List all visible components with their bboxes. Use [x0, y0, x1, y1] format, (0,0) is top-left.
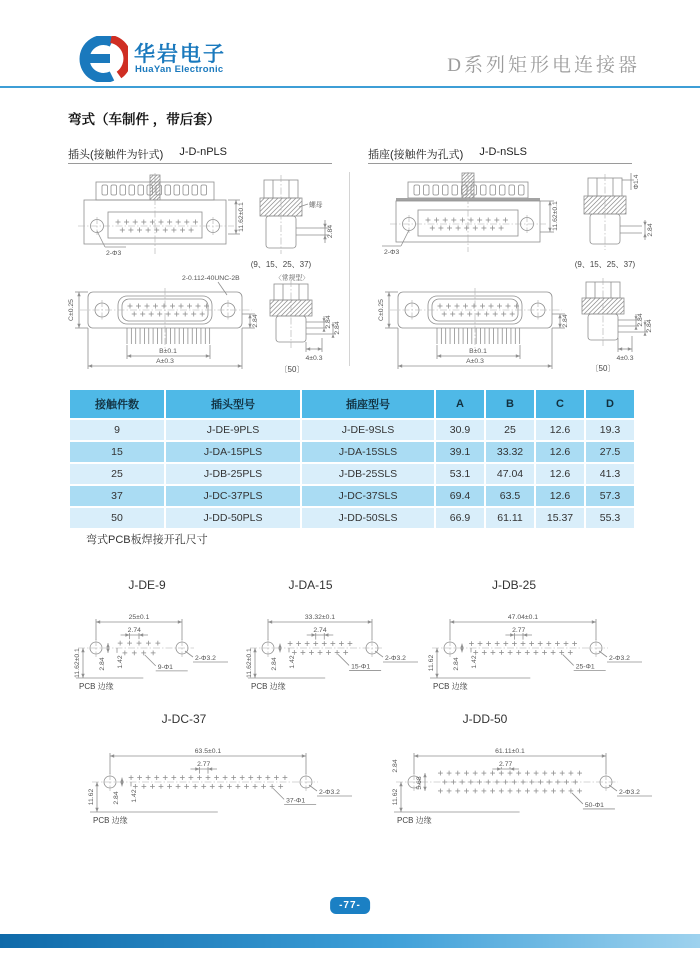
socket-section-label: 插座(接触件为孔式)	[368, 149, 464, 161]
pcb-dim-label: 11.62±0.1	[246, 648, 253, 678]
pcb-dim-label: 2.74	[313, 627, 327, 634]
pcb-dim-label: 2-Φ3.2	[319, 789, 340, 796]
dim-label: 2-Φ3	[384, 249, 400, 256]
pcb-dim-label: 2.84	[453, 657, 460, 671]
table-cell: J-DC-37SLS	[301, 485, 435, 507]
section-title: 弯式（车制件 ，带后套）	[68, 112, 221, 127]
dim-label: A±0.3	[156, 358, 174, 365]
pcb-dim-label: 2-Φ3.2	[609, 655, 630, 662]
header-rule	[0, 86, 700, 88]
table-cell: 41.3	[585, 463, 635, 485]
table-cell: 12.6	[535, 485, 585, 507]
table-cell: 69.4	[435, 485, 485, 507]
pcb-dim-label: 47.04±0.1	[507, 614, 539, 621]
plug-underline	[68, 163, 332, 164]
variant-caption: 〔50〕	[590, 364, 616, 373]
pcb-dim-label: 50-Φ1	[584, 801, 604, 809]
column-header: 插座型号	[301, 389, 435, 419]
table-cell: J-DD-50PLS	[165, 507, 301, 529]
pcb-dim-label: 11.62	[88, 788, 95, 806]
dim-label: 2.84	[647, 223, 654, 237]
dim-label: 2.84	[637, 313, 644, 327]
variant-caption: (9、15、25、37)	[574, 260, 636, 269]
dim-label: 4±0.3	[305, 355, 323, 362]
table-cell: J-DA-15PLS	[165, 441, 301, 463]
pcb-dim-label: 2.74	[127, 627, 141, 634]
table-cell: 50	[69, 507, 165, 529]
dim-label: 2-Φ3	[106, 250, 122, 257]
dim-label: A±0.3	[466, 358, 484, 365]
pcb-dim-label: 2-Φ3.2	[385, 655, 406, 662]
table-cell: 63.5	[485, 485, 535, 507]
table-cell: 55.3	[585, 507, 635, 529]
pcb-dim-label: PCB 边缘	[433, 682, 468, 691]
pcb-diagram-dd50	[390, 730, 680, 835]
pcb-diagram-da15	[238, 598, 428, 698]
dim-label: 2.84	[252, 314, 259, 328]
pcb-dim-label: 1.42	[117, 655, 124, 669]
table-cell: 57.3	[585, 485, 635, 507]
pin-marks	[132, 312, 205, 317]
table-cell: J-DB-25PLS	[165, 463, 301, 485]
plug-section-label: 插头(接触件为针式)	[68, 149, 164, 161]
dim-label: B±0.1	[159, 348, 177, 355]
pcb-dim-label: PCB 边缘	[251, 682, 286, 691]
pcb-dim-label: PCB 边缘	[79, 682, 114, 691]
solder-tails	[437, 328, 520, 344]
pcb-dim-label: 2-Φ3.2	[195, 655, 216, 662]
table-cell: J-DE-9PLS	[165, 419, 301, 441]
table-cell: 12.6	[535, 463, 585, 485]
pcb-dim-label: 2.84	[392, 759, 399, 773]
pcb-dim-label: 11.62±0.1	[74, 648, 81, 678]
pcb-dim-label: 33.32±0.1	[304, 614, 336, 621]
table-row	[69, 463, 635, 485]
pcb-dim-label: 11.62	[428, 654, 435, 672]
logo-text-en: HuaYan Electronic	[135, 64, 224, 75]
table-cell: 25	[69, 463, 165, 485]
socket-underline	[368, 163, 632, 164]
table-cell: 33.32	[485, 441, 535, 463]
pcb-dim-label: 1.42	[289, 655, 296, 669]
socket-model: J-D-nSLS	[479, 146, 528, 158]
table-cell: 15.37	[535, 507, 585, 529]
pcb-dim-label: 2.84	[271, 657, 278, 671]
table-cell: 66.9	[435, 507, 485, 529]
table-cell: 61.11	[485, 507, 535, 529]
dim-label: 2.84	[325, 315, 332, 329]
pcb-dim-label: 37-Φ1	[286, 797, 306, 805]
pcb-dim-label: PCB 边缘	[397, 816, 432, 825]
pcb-dim-label: 61.11±0.1	[495, 748, 525, 755]
pcb-dim-label: 2.77	[512, 627, 526, 634]
pcb-dim-label: 15-Φ1	[351, 663, 371, 671]
pcb-dim-label: 2.77	[197, 761, 211, 768]
dim-label: 2.84	[327, 224, 334, 239]
footer-bar	[0, 934, 700, 948]
drawing-socket-top-view	[362, 170, 692, 270]
table-cell: 37	[69, 485, 165, 507]
table-cell: J-DD-50SLS	[301, 507, 435, 529]
column-header: C	[535, 389, 585, 419]
table-cell: 47.04	[485, 463, 535, 485]
table-cell: 15	[69, 441, 165, 463]
solder-tails	[127, 328, 210, 344]
pin-marks	[120, 228, 194, 233]
pin-marks	[128, 304, 210, 309]
pcb-dim-label: 25-Φ1	[575, 663, 595, 671]
pcb-diagram-title: J-DE-9	[128, 578, 166, 592]
dim-label: Φ1.4	[633, 174, 640, 190]
pcb-section-label: 弯式PCB板焊接开孔尺寸	[86, 534, 208, 546]
pcb-diagram-de9	[64, 598, 249, 698]
table-cell: 25	[485, 419, 535, 441]
column-header: B	[485, 389, 535, 419]
pcb-diagram-title: J-DC-37	[161, 712, 207, 726]
pcb-diagram-dc37	[84, 730, 384, 835]
table-row	[69, 441, 635, 463]
doc-title: D系列矩形电连接器	[447, 55, 640, 76]
logo-icon	[74, 36, 128, 82]
page-number-badge: -77-	[330, 897, 370, 914]
pcb-dim-label: 9-Φ1	[157, 663, 173, 671]
dim-label: 2.84	[646, 319, 653, 333]
pcb-dim-label: 11.62	[392, 788, 399, 806]
table-cell: J-DB-25SLS	[301, 463, 435, 485]
drawing-socket-front-view	[362, 270, 692, 375]
plug-model: J-D-nPLS	[179, 146, 228, 158]
table-cell: 12.6	[535, 419, 585, 441]
pcb-dim-label: 2-Φ3.2	[619, 789, 640, 796]
dim-label: C±0.25	[68, 299, 75, 321]
table-cell: J-DA-15SLS	[301, 441, 435, 463]
dim-label: C±0.25	[378, 299, 385, 321]
pcb-dim-label: 2.84	[113, 791, 120, 805]
pcb-diagram-title: J-DD-50	[462, 712, 508, 726]
table-row	[69, 419, 635, 441]
spec-table	[68, 388, 636, 530]
pcb-dim-label: 2.77	[499, 761, 513, 768]
thread-label: 2-0.112-40UNC-2B	[182, 275, 240, 282]
pcb-diagram-title: J-DA-15	[288, 578, 333, 592]
dim-label: 2.84	[334, 321, 341, 335]
table-cell: J-DC-37PLS	[165, 485, 301, 507]
table-row	[69, 485, 635, 507]
pcb-dim-label: 1.42	[131, 789, 138, 803]
drawing-plug-front-view	[66, 270, 346, 375]
table-cell: 19.3	[585, 419, 635, 441]
table-cell: J-DE-9SLS	[301, 419, 435, 441]
column-header: A	[435, 389, 485, 419]
variant-caption: 〔50〕	[279, 365, 305, 374]
column-header: 插头型号	[165, 389, 301, 419]
drawing-plug-top-view	[66, 170, 346, 270]
table-cell: 30.9	[435, 419, 485, 441]
pin-marks	[430, 226, 504, 231]
dim-label: 11.62±0.1	[552, 201, 559, 231]
dim-label: B±0.1	[469, 348, 487, 355]
pcb-dim-label: 1.42	[471, 655, 478, 669]
dim-label: 4±0.3	[616, 355, 634, 362]
contact-slots	[102, 185, 207, 195]
column-header: D	[585, 389, 635, 419]
variant-caption: (9、15、25、37)	[250, 260, 312, 269]
pin-marks	[438, 304, 520, 309]
logo-text-cn: 华岩电子	[134, 43, 226, 66]
pin-marks	[116, 220, 198, 225]
nut-label: 螺母	[309, 202, 323, 209]
pcb-dim-label: 5.68	[416, 776, 423, 790]
table-cell: 39.1	[435, 441, 485, 463]
pcb-dim-label: 25±0.1	[128, 614, 150, 621]
table-row	[69, 507, 635, 529]
socket-section-header	[368, 146, 527, 162]
pcb-diagram-title: J-DB-25	[491, 578, 536, 592]
table-cell: 27.5	[585, 441, 635, 463]
column-header: 接触件数	[69, 389, 165, 419]
plug-section-header	[68, 146, 227, 162]
column-divider	[349, 172, 350, 366]
pcb-dim-label: PCB 边缘	[93, 816, 128, 825]
type-label: 〈常规型〉	[275, 275, 309, 282]
pcb-dim-label: 2.84	[99, 657, 106, 671]
table-cell: 53.1	[435, 463, 485, 485]
pcb-dim-label: 63.5±0.1	[194, 748, 222, 755]
table-header-row	[69, 389, 635, 419]
table-cell: 9	[69, 419, 165, 441]
table-cell: 12.6	[535, 441, 585, 463]
dim-label: 2.84	[562, 314, 569, 328]
pcb-diagram-db25	[424, 596, 664, 701]
pin-marks	[442, 312, 515, 317]
pin-marks	[426, 218, 508, 223]
dim-label: 11.62±0.1	[238, 202, 245, 232]
